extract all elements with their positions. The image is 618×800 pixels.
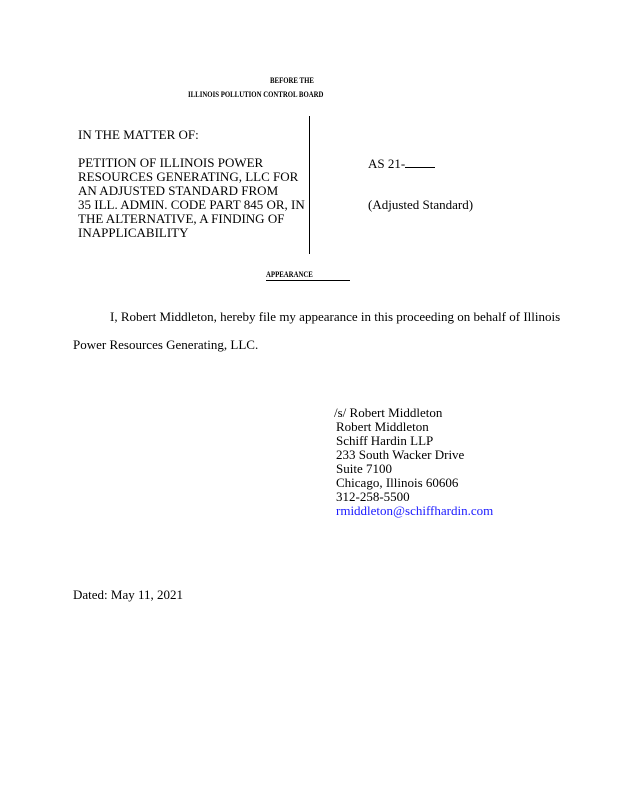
city-state-zip: Chicago, Illinois 60606 [336,475,459,490]
petition-line: RESOURCES GENERATING, LLC FOR [78,169,299,184]
title-underline [266,280,350,281]
petition-line: PETITION OF ILLINOIS POWER [78,156,264,170]
email-link[interactable]: rmiddleton@schiffhardin.com [336,503,494,518]
petition-line: 35 ILL. ADMIN. CODE PART 845 OR, IN [78,197,305,212]
street-address: 233 South Wacker Drive [336,447,465,462]
electronic-signature: /s/ Robert Middleton [334,405,443,420]
caption-divider [309,116,310,254]
phone-number: 312-258-5500 [336,489,410,504]
docket-blank [405,156,435,168]
body-line2: Power Resources Generating, LLC. [73,337,259,352]
suite: Suite 7100 [336,461,392,476]
petition-caption [78,156,306,240]
petition-line: THE ALTERNATIVE, A FINDING OF [78,211,285,226]
dated-line: Dated: May 11, 2021 [73,587,183,602]
court-header-line2: ILLINOIS POLLUTION CONTROL BOARD [188,90,324,99]
in-the-matter-of: IN THE MATTER OF: [78,127,199,142]
docket-number [368,156,435,171]
signature-block [334,406,493,518]
petition-line: INAPPLICABILITY [78,225,189,240]
document-title: APPEARANCE [266,270,313,279]
court-header-line1: BEFORE THE [270,76,314,85]
petition-line: AN ADJUSTED STANDARD FROM [78,183,279,198]
firm-name: Schiff Hardin LLP [336,433,434,448]
docket-prefix: AS 21- [368,156,406,171]
body-line1: I, Robert Middleton, hereby file my appearance in this proceeding on behalf of Illinois [110,309,561,324]
docket-type: (Adjusted Standard) [368,197,474,212]
signer-name: Robert Middleton [336,419,429,434]
